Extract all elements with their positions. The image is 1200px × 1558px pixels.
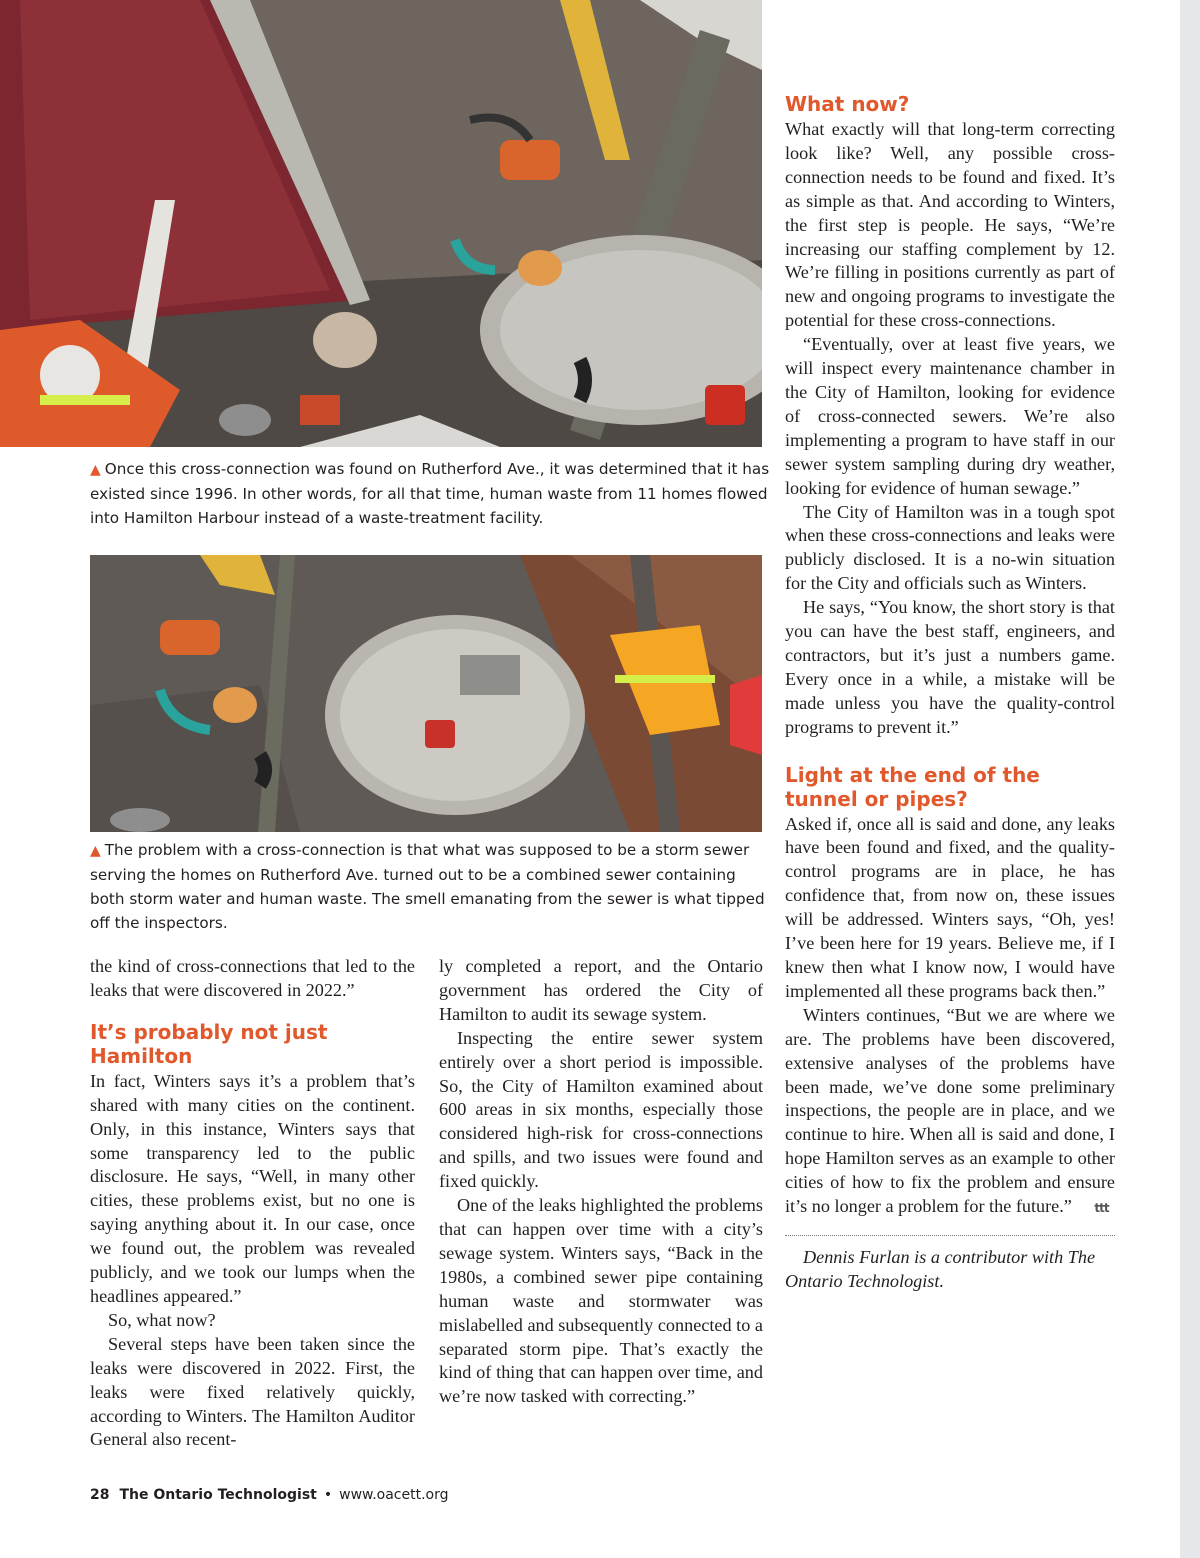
photo-excavation-top (0, 0, 762, 447)
caption-triangle-icon: ▲ (90, 843, 101, 859)
section-heading: What now? (785, 92, 910, 116)
paragraph: Inspecting the entire sewer system entirely over a short period is impossible. So, the City of Hamilton examined about 600 areas in six months, especially those considered high-risk for cross-connections and spills, and two issues were found and fixed quickly. (439, 1027, 763, 1192)
paragraph: What exactly will that long-term correcting look like? Well, any possible cross-connection needs to be found and fixed. It’s as simple as that. And according to Winters, the first step is people. He says, “We’re increasing our staffing complement by 12. We’re filling in positions currently as part of new and ongoing programs to investigate the potential for these cross-connections. (785, 119, 1115, 331)
caption-triangle-icon: ▲ (90, 462, 101, 478)
paragraph: So, what now? (108, 1309, 216, 1330)
page-number: 28 (90, 1487, 110, 1503)
photo-caption-1 (90, 457, 770, 530)
paragraph-text: Winters continues, “But we are where we are. The problems have been discovered, extensive analyses of the problems have been made, we’ve done some preliminary inspections, the people are in place, and we continue to hire. When all is said and done, I hope Hamilton serves as an example to other cities of how to fix the problem and ensure it’s no longer a problem for the future.” (785, 1004, 1115, 1217)
page-edge-strip (1180, 0, 1200, 1558)
divider (785, 1235, 1115, 1236)
article-column-1 (90, 955, 415, 1452)
article-column-3 (785, 92, 1115, 1294)
paragraph: ly completed a report, and the Ontario government has ordered the City of Hamilton to audit its sewage system. (439, 956, 763, 1024)
caption-text: Once this cross-connection was found on Rutherford Ave., it was determined that it has existed since 1996. In other words, for all that time, human waste from 11 homes flowed into Hamilton Harbour instead of a waste-treatment facility. (90, 460, 770, 527)
footer-separator: • (323, 1487, 333, 1503)
photo-caption-2 (90, 838, 770, 935)
caption-text: The problem with a cross-connection is that what was supposed to be a storm sewer serving the homes on Rutherford Ave. turned out to be a combined sewer containing both storm water and human waste. The smell emanating from the sewer is what tipped off the inspectors. (90, 841, 765, 932)
publication-name: The Ontario Technologist (119, 1487, 317, 1503)
paragraph: He says, “You know, the short story is that you can have the best staff, engineers, and contractors, but it’s just a numbers game. Every once in a while, a mistake will be made unless you have the quality-control programs to prevent it.” (785, 597, 1115, 737)
paragraph: One of the leaks highlighted the problems that can happen over time with a city’s sewage system. Winters says, “Back in the 1980s, a combined sewer pipe containing human waste and stormwater was mislabelled and subsequently connected to a separated storm pipe. That’s exactly the kind of thing that can happen over time, and we’re now tasked with correcting.” (439, 1195, 763, 1407)
paragraph (785, 1004, 1115, 1221)
page-footer (90, 1487, 449, 1503)
section-heading: It’s probably not just Hamilton (90, 1019, 328, 1068)
paragraph: In fact, Winters says it’s a problem that’s shared with many cities on the continent. Only, in this instance, Winters says that some transparency led to the public disclosure. He says, “Well, in many other cities, these problems exist, but no one is saying anything about it. In our case, once we found out, the problem was revealed publicly, and we took our lumps when the headlines appeared.” (90, 1070, 415, 1306)
author-bio: Dennis Furlan is a contributor with The Ontario Technologist. (785, 1246, 1096, 1291)
paragraph: The City of Hamilton was in a tough spot when these cross-connections and leaks were publicly disclosed. It is a no-win situation for the City and officials such as Winters. (785, 501, 1115, 594)
paragraph: Several steps have been taken since the leaks were discovered in 2022. First, the leaks were fixed relatively quickly, according to Winters. The Hamilton Auditor General also recent- (90, 1333, 415, 1450)
paragraph: Asked if, once all is said and done, any leaks have been found and fixed, and the quality-control programs are in place, he has confidence that, from now on, these issues will be addressed. Winters says, “Oh, yes! I’ve been here for 19 years. Believe me, if I knew then what I know now, I would have implemented all these programs back then.” (785, 813, 1115, 1001)
paragraph: “Eventually, over at least five years, we will inspect every maintenance chamber in the City of Hamilton, looking for evidence of cross-connected sewers. We’re also implementing a program to have staff in our sewer system sampling during dry weather, looking for evidence of human sewage.” (785, 334, 1115, 498)
article-column-2 (439, 955, 763, 1409)
paragraph: the kind of cross-connections that led to the leaks that were discovered in 2022.” (90, 956, 415, 1000)
website-link[interactable]: www.oacett.org (339, 1487, 449, 1503)
section-heading: Light at the end of the tunnel or pipes? (785, 762, 1040, 811)
photo-manhole (90, 555, 762, 832)
end-mark-icon: ttt (1094, 1201, 1109, 1216)
